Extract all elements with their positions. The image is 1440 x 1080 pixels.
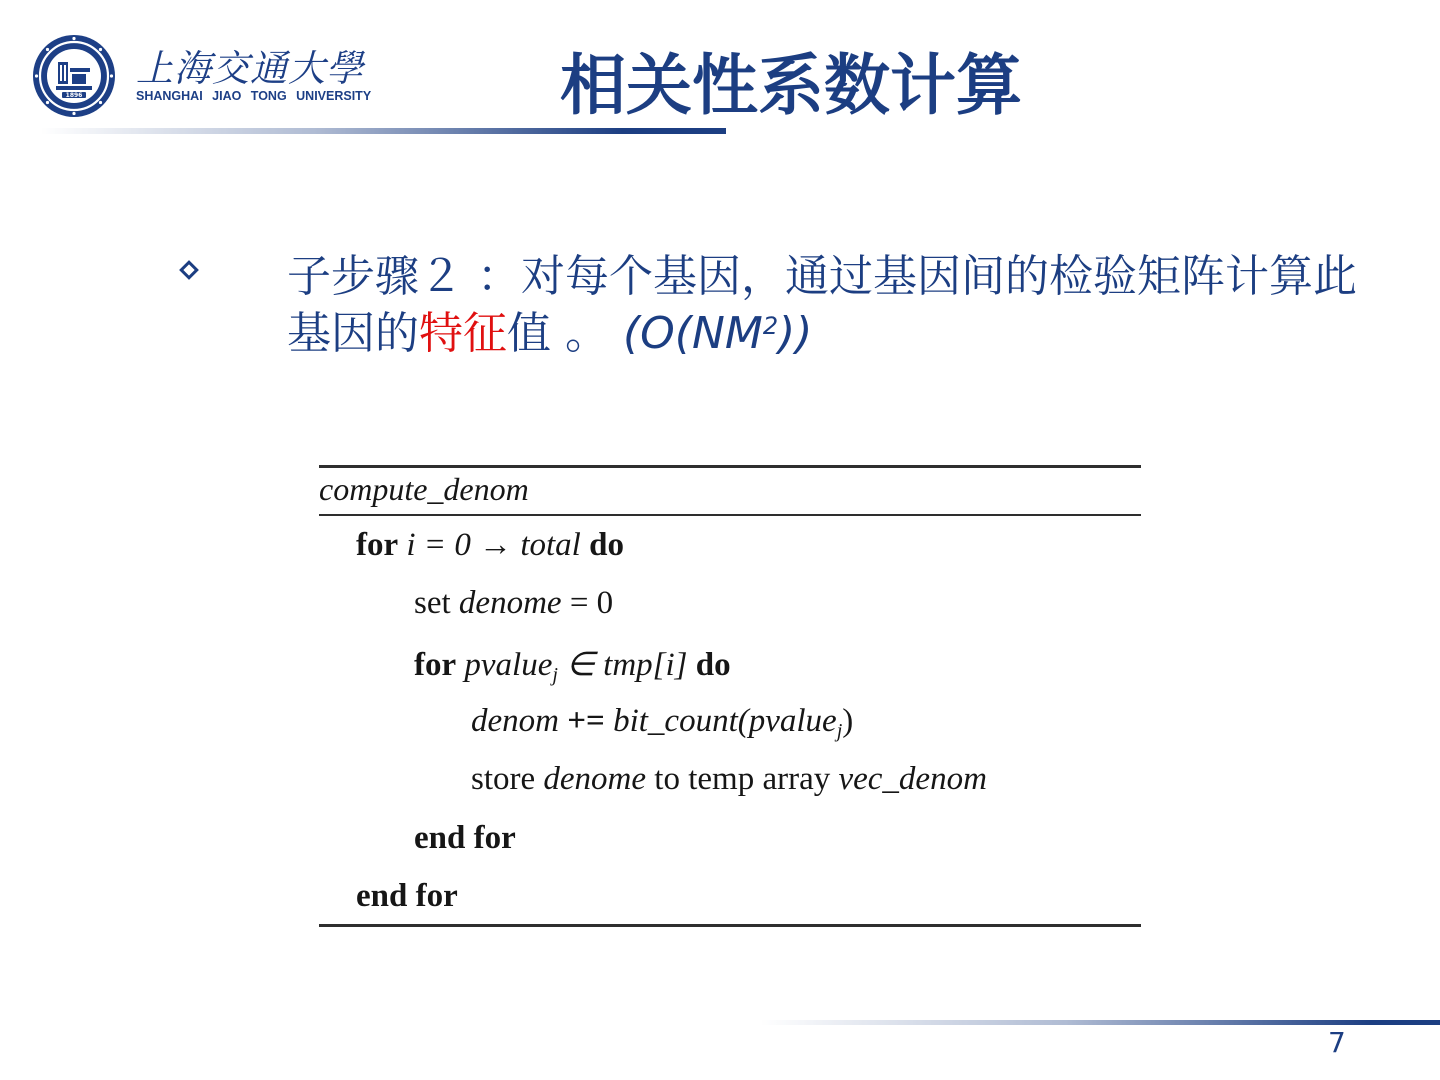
footer-rule	[760, 1020, 1440, 1025]
algorithm-top-rule	[319, 465, 1141, 468]
algorithm-line-accumulate	[471, 703, 853, 740]
func-bit-count: bit_count	[613, 703, 738, 739]
keyword-for: for	[414, 647, 457, 683]
complexity-prefix: (O(NM	[622, 308, 763, 359]
algorithm-line-inner-end	[414, 820, 516, 857]
algorithm-header-rule	[319, 514, 1141, 516]
algorithm-figure	[319, 465, 1141, 927]
var-pvalue: pvalue	[464, 647, 553, 683]
algorithm-name: compute_denom	[319, 471, 529, 507]
var-denome: denome	[458, 585, 562, 621]
keyword-end-for: end for	[414, 820, 516, 856]
title-underline	[40, 128, 726, 134]
keyword-end-for: end for	[356, 878, 458, 914]
complexity-exponent: 2	[762, 312, 779, 340]
algorithm-line-outer-end	[356, 878, 458, 915]
subscript-j: j	[836, 720, 843, 742]
university-name-en: SHANGHAI JIAO TONG UNIVERSITY	[136, 89, 372, 103]
loop-range-expr: i = 0 → total	[406, 527, 581, 563]
store-text: store	[471, 761, 544, 797]
var-denome: denome	[543, 761, 647, 797]
bullet-text	[287, 248, 1377, 362]
func-arg: (pvalue	[737, 703, 837, 739]
algorithm-bottom-rule	[319, 924, 1141, 927]
keyword-do: do	[589, 527, 624, 563]
university-seal-logo	[32, 34, 116, 118]
set-text: set	[414, 585, 459, 621]
bullet-text-main: 子步骤２ ：对每个基因，通过基因间的检验矩阵计算此基因的	[287, 251, 1357, 359]
var-denom: denom	[471, 703, 559, 739]
complexity-notation	[623, 308, 812, 359]
algorithm-line-inner-for	[414, 644, 731, 684]
member-expr: ∈ tmp[i]	[557, 647, 696, 683]
close-paren: )	[842, 703, 854, 739]
assign-zero: = 0	[561, 585, 614, 621]
op-plus-equals: +=	[558, 703, 614, 739]
seal-year-text: 1896	[65, 92, 83, 99]
complexity-suffix: ))	[778, 308, 813, 359]
to-temp-array-text: to temp array	[646, 761, 839, 797]
slide-title: 相关性系数计算	[560, 47, 1022, 124]
bullet-text-highlight: 特征	[419, 308, 507, 359]
algorithm-line-set	[414, 585, 613, 622]
subscript-j: j	[552, 664, 558, 686]
keyword-do: do	[695, 647, 731, 683]
university-name-cn: 上海交通大學	[136, 47, 364, 90]
page-number: 7	[1328, 1026, 1346, 1059]
bullet-text-tail: 值 。	[507, 308, 623, 359]
algorithm-line-store	[471, 761, 987, 798]
keyword-for: for	[356, 527, 399, 563]
var-vec-denom: vec_denom	[838, 761, 987, 797]
diamond-bullet-icon	[179, 260, 199, 280]
algorithm-line-outer-for	[356, 527, 624, 564]
